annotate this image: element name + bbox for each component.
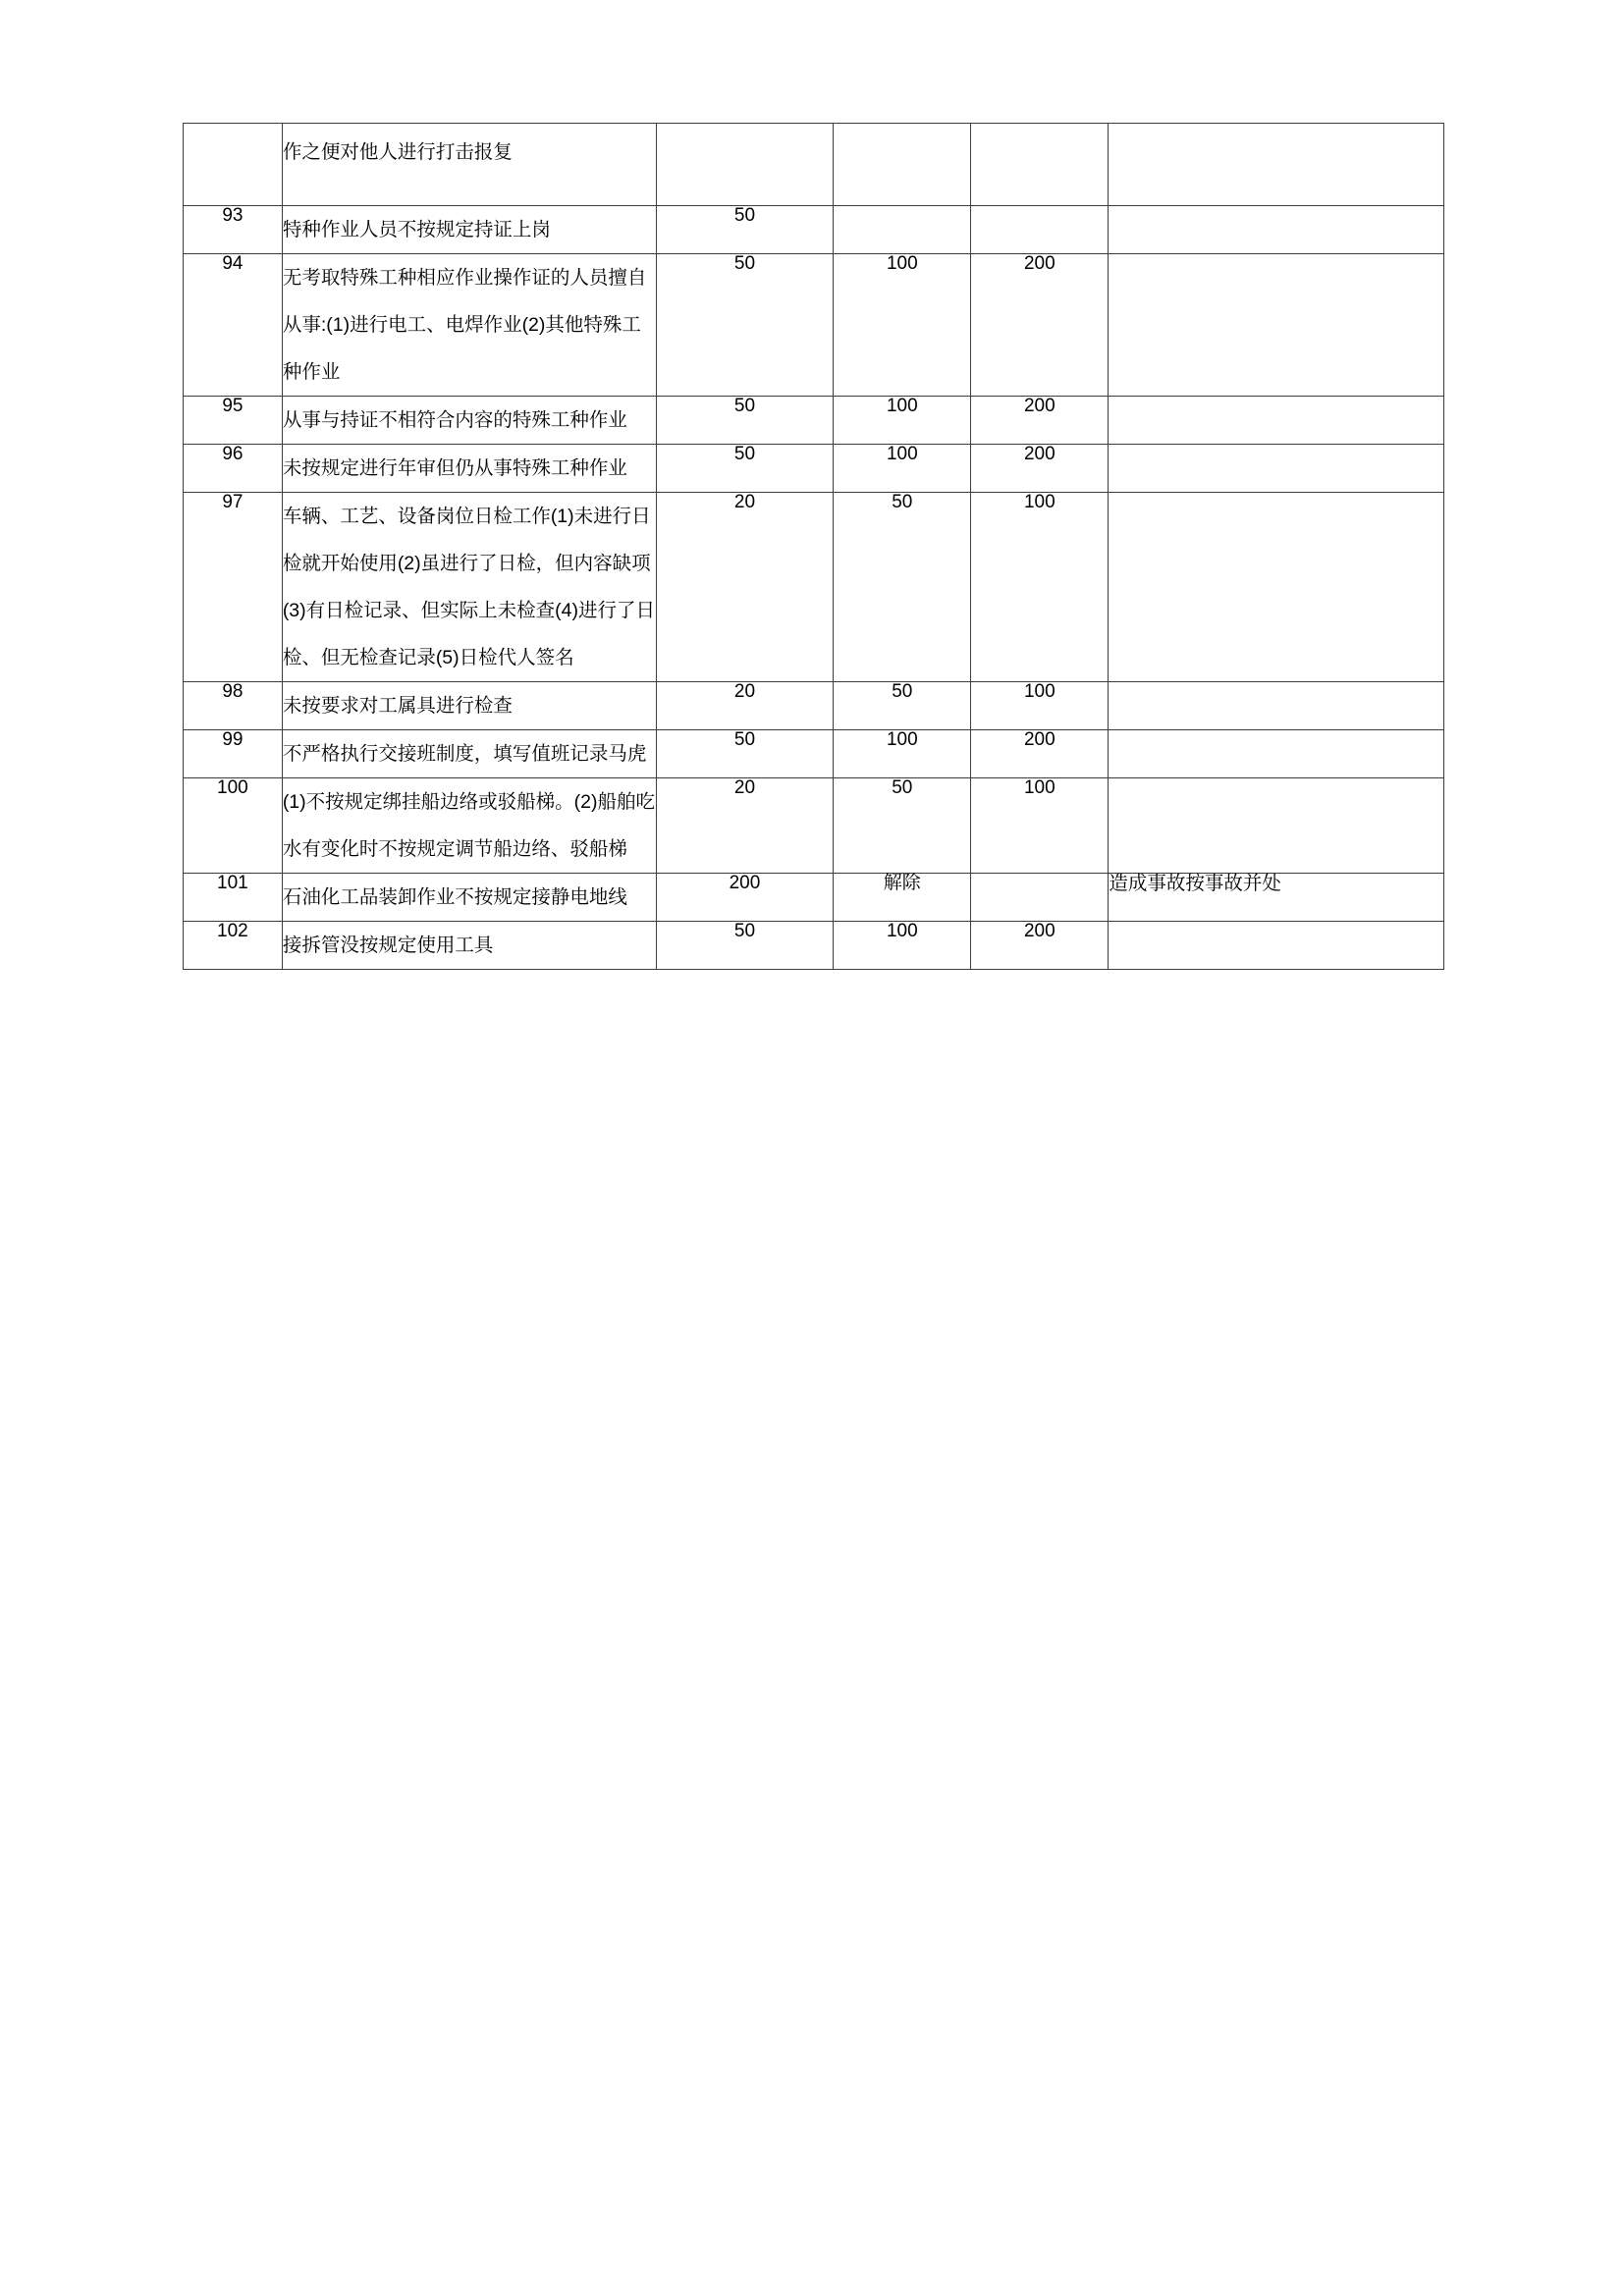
row-penalty-level3: 200 <box>971 922 1109 970</box>
row-penalty-level3 <box>971 874 1109 922</box>
row-index: 99 <box>184 730 283 778</box>
table-row <box>184 124 1444 206</box>
row-penalty-level2: 50 <box>834 778 971 874</box>
row-description: 从事与持证不相符合内容的特殊工种作业 <box>282 397 656 445</box>
row-note <box>1109 730 1444 778</box>
row-note: 造成事故按事故并处 <box>1109 874 1444 922</box>
row-index: 102 <box>184 922 283 970</box>
row-description: 接拆管没按规定使用工具 <box>282 922 656 970</box>
row-note <box>1109 922 1444 970</box>
table-row <box>184 397 1444 445</box>
row-penalty-level2: 解除 <box>834 874 971 922</box>
table-row <box>184 206 1444 254</box>
row-penalty-level2 <box>834 124 971 206</box>
row-penalty-level3: 100 <box>971 493 1109 682</box>
row-penalty-level1: 50 <box>656 206 834 254</box>
row-penalty-level2: 100 <box>834 254 971 397</box>
row-penalty-level1: 200 <box>656 874 834 922</box>
row-penalty-level2 <box>834 206 971 254</box>
table-row <box>184 730 1444 778</box>
table-row <box>184 493 1444 682</box>
row-penalty-level2: 100 <box>834 730 971 778</box>
row-penalty-level1: 50 <box>656 254 834 397</box>
row-penalty-level3: 200 <box>971 730 1109 778</box>
row-description: 未按要求对工属具进行检查 <box>282 682 656 730</box>
table-row <box>184 922 1444 970</box>
row-penalty-level3: 200 <box>971 445 1109 493</box>
table-row <box>184 682 1444 730</box>
row-index: 97 <box>184 493 283 682</box>
row-penalty-level1: 50 <box>656 397 834 445</box>
row-description: 不严格执行交接班制度，填写值班记录马虎 <box>282 730 656 778</box>
row-penalty-level1: 20 <box>656 778 834 874</box>
row-index: 96 <box>184 445 283 493</box>
row-penalty-level1: 20 <box>656 493 834 682</box>
row-penalty-level1: 20 <box>656 682 834 730</box>
row-index: 93 <box>184 206 283 254</box>
row-note <box>1109 397 1444 445</box>
row-penalty-level2: 100 <box>834 397 971 445</box>
row-penalty-level1: 50 <box>656 445 834 493</box>
row-penalty-level2: 50 <box>834 682 971 730</box>
row-note <box>1109 493 1444 682</box>
row-description: (1)不按规定绑挂船边络或驳船梯。(2)船舶吃水有变化时不按规定调节船边络、驳船梯 <box>282 778 656 874</box>
table-body <box>184 124 1444 970</box>
row-description: 特种作业人员不按规定持证上岗 <box>282 206 656 254</box>
row-penalty-level3 <box>971 206 1109 254</box>
table-row <box>184 778 1444 874</box>
row-index: 101 <box>184 874 283 922</box>
row-index <box>184 124 283 206</box>
table-row <box>184 874 1444 922</box>
row-note <box>1109 206 1444 254</box>
row-index: 95 <box>184 397 283 445</box>
row-note <box>1109 682 1444 730</box>
row-index: 100 <box>184 778 283 874</box>
row-penalty-level1: 50 <box>656 730 834 778</box>
row-index: 94 <box>184 254 283 397</box>
table-row <box>184 254 1444 397</box>
row-penalty-level3: 100 <box>971 778 1109 874</box>
penalty-schedule-table <box>183 123 1444 970</box>
row-penalty-level1 <box>656 124 834 206</box>
row-penalty-level2: 100 <box>834 445 971 493</box>
row-penalty-level3: 200 <box>971 254 1109 397</box>
row-penalty-level2: 50 <box>834 493 971 682</box>
row-penalty-level3 <box>971 124 1109 206</box>
row-description: 石油化工品装卸作业不按规定接静电地线 <box>282 874 656 922</box>
row-description: 车辆、工艺、设备岗位日检工作(1)未进行日检就开始使用(2)虽进行了日检，但内容缺项(3)有日检记录、但实际上未检查(4)进行了日检、但无检查记录(5)日检代人签名 <box>282 493 656 682</box>
row-note <box>1109 254 1444 397</box>
row-note <box>1109 124 1444 206</box>
table-row <box>184 445 1444 493</box>
row-index: 98 <box>184 682 283 730</box>
row-description: 未按规定进行年审但仍从事特殊工种作业 <box>282 445 656 493</box>
row-note <box>1109 778 1444 874</box>
row-penalty-level2: 100 <box>834 922 971 970</box>
row-penalty-level3: 200 <box>971 397 1109 445</box>
row-penalty-level1: 50 <box>656 922 834 970</box>
row-description: 无考取特殊工种相应作业操作证的人员擅自从事:(1)进行电工、电焊作业(2)其他特殊工种作业 <box>282 254 656 397</box>
row-description: 作之便对他人进行打击报复 <box>282 124 656 206</box>
row-note <box>1109 445 1444 493</box>
row-penalty-level3: 100 <box>971 682 1109 730</box>
